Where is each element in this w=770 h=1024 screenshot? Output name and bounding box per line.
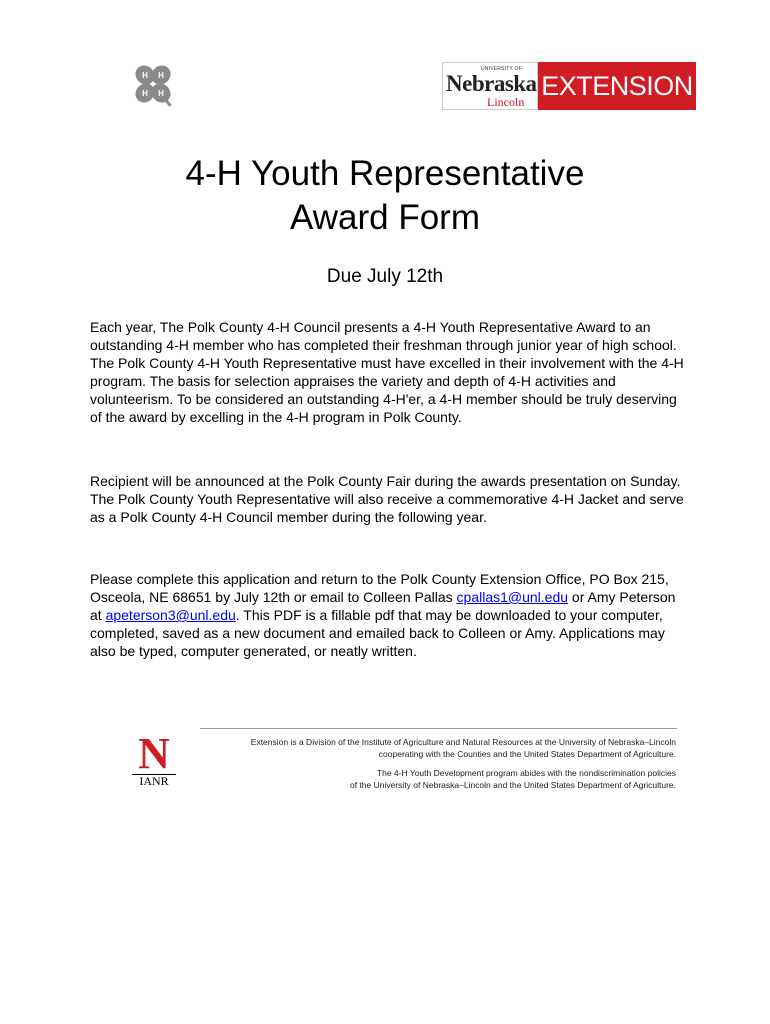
paragraph-recipient-info: Recipient will be announced at the Polk County Fair during the awards presentation on Sunday. The Polk County Youth Representative will also receive a commemorative 4-H Jacket and serve as a Polk County 4-H Council member during the following year. xyxy=(90,473,684,525)
title-line-2: Award Form xyxy=(290,198,480,237)
footer-line-1: Extension is a Division of the Institute of Agriculture and Natural Resources at the University of Nebraska–Lincoln xyxy=(250,737,676,747)
svg-text:H: H xyxy=(158,71,164,80)
paragraph-award-description: Each year, The Polk County 4-H Council presents a 4-H Youth Representative Award to an outstanding 4-H member who has completed their freshman through junior year of high school. The Polk County 4-H Youth Representative must have excelled in their involvement with the 4-H program. The basis for selection appraises the variety and depth of 4-H activities and volunteerism. To be considered an outstanding 4-H'er, a 4-H member should be truly deserving of the award by excelling in the 4-H program in Polk County. xyxy=(90,319,684,425)
due-date: Due July 12th xyxy=(326,266,444,287)
4h-clover-logo-icon xyxy=(128,60,178,110)
footer-nondiscrimination-statement xyxy=(350,767,676,791)
extension-label: EXTENSION xyxy=(538,62,696,110)
footer-line-3: The 4-H Youth Development program abides with the nondiscrimination policies xyxy=(376,768,676,778)
footer-line-2: cooperating with the Counties and the United States Department of Agriculture. xyxy=(378,749,676,759)
ianr-label: IANR xyxy=(132,774,176,788)
lincoln-label: Lincoln xyxy=(487,95,525,109)
footer-line-4: of the University of Nebraska–Lincoln and the United States Department of Agriculture. xyxy=(349,780,676,790)
instructions-text-c: . This PDF is a fillable pdf that may be downloaded to your computer, completed, saved as a new document and emailed back to Colleen or Amy. Applications may also be typed, computer generated, or neatly written. xyxy=(90,607,665,659)
instructions-text-b: or Amy Peterson at xyxy=(90,589,676,623)
instructions-text-a: Please complete this application and return to the Polk County Extension Office, PO Box 215, Osceola, NE 68651 by July 12th or email to Colleen Pallas xyxy=(90,571,669,605)
email-link-apeterson[interactable]: apeterson3@unl.edu xyxy=(105,607,236,623)
ianr-logo xyxy=(132,729,176,788)
footer-extension-statement xyxy=(251,736,676,760)
page-title xyxy=(0,152,770,240)
svg-text:H: H xyxy=(142,71,148,80)
n-logo-icon: N xyxy=(138,729,170,778)
nebraska-label: Nebraska xyxy=(446,71,537,96)
nebraska-wordmark xyxy=(442,62,538,110)
footer-divider xyxy=(200,728,677,729)
nebraska-extension-logo xyxy=(442,62,696,110)
title-line-1: 4-H Youth Representative xyxy=(185,154,585,193)
svg-text:H: H xyxy=(142,89,148,98)
email-link-cpallas[interactable]: cpallas1@unl.edu xyxy=(456,589,569,605)
univ-of-label: UNIVERSITY OF xyxy=(481,66,522,72)
svg-text:H: H xyxy=(158,89,164,98)
paragraph-submission-instructions xyxy=(90,570,690,660)
